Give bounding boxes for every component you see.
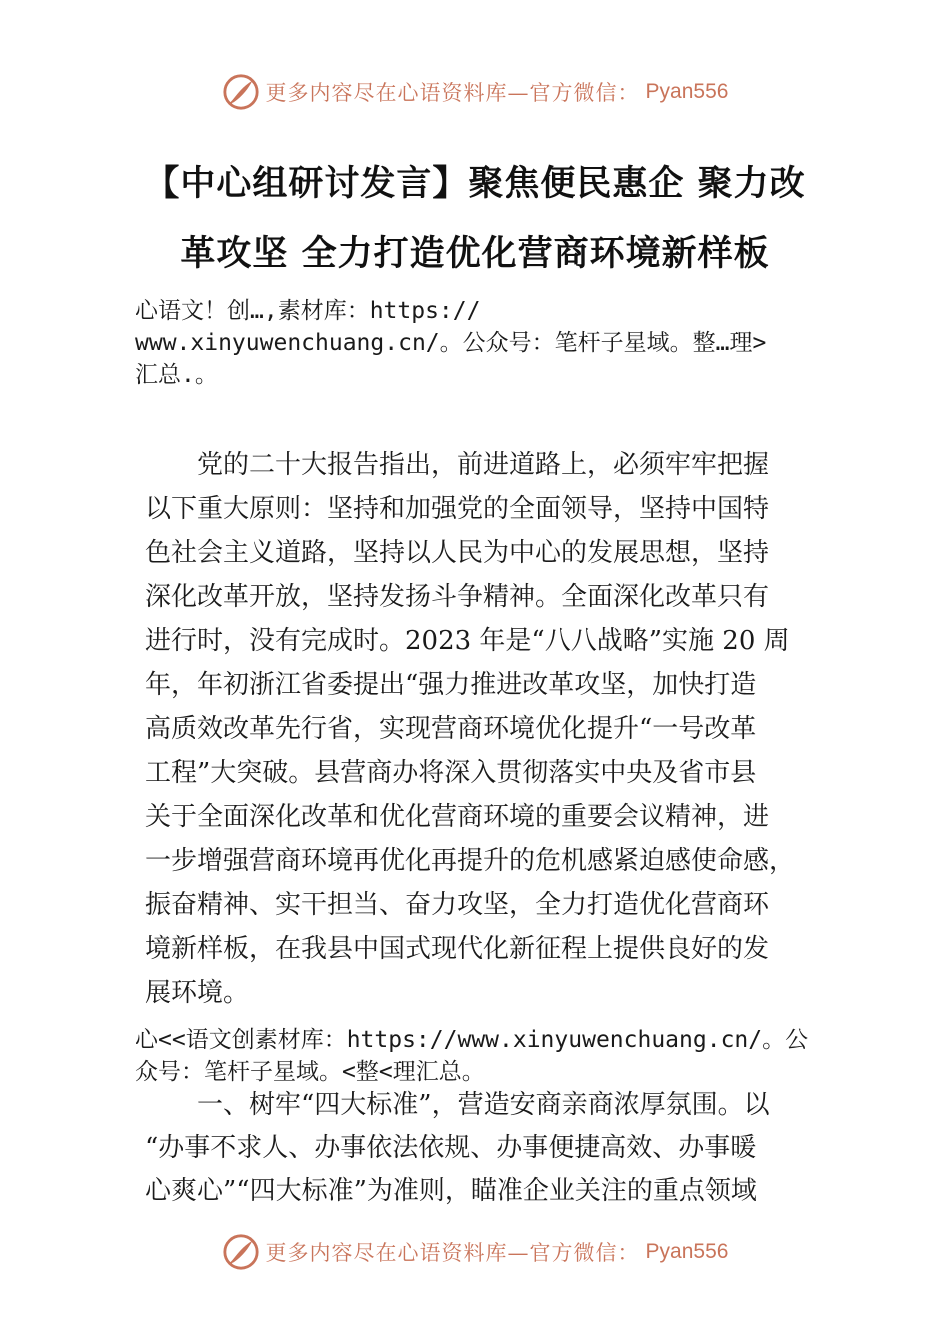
document-title-line-2: 革攻坚 全力打造优化营商环境新样板 [180,234,770,274]
paragraph-line: 心爽心”“四大标准”为准则，瞄准企业关注的重点领域 [145,1176,757,1206]
source-note-line: 众号：笔杆子星域。<整<理汇总。 [135,1059,485,1085]
feather-pen-icon [222,1233,260,1271]
paragraph-line: 一、树牢“四大标准”，营造安商亲商浓厚氛围。以 [145,1090,770,1120]
paragraph-line: “办事不求人、办事依法依规、办事便捷高效、办事暖 [145,1133,757,1163]
source-note-line: 汇总.。 [135,362,218,388]
header-banner [0,70,950,114]
paragraph-line: 进行时，没有完成时。2023 年是“八八战略”实施 20 周 [145,626,790,656]
paragraph-line: 工程”大突破。县营商办将深入贯彻落实中央及省市县 [145,758,757,788]
paragraph-line: 一步增强营商环境再优化再提升的危机感紧迫感使命感， [145,846,796,876]
paragraph-line: 色社会主义道路，坚持以人民为中心的发展思想，坚持 [145,538,770,568]
banner-text: 更多内容尽在心语资料库—官方微信： [265,81,640,105]
source-note-line: 心语文！创…,素材库：https:// [135,298,481,324]
source-note-line: www.xinyuwenchuang.cn/。公众号：笔杆子星域。整…理> [135,330,767,356]
paragraph-line: 深化改革开放，坚持发扬斗争精神。全面深化改革只有 [145,582,770,612]
paragraph-line: 境新样板，在我县中国式现代化新征程上提供良好的发 [145,934,770,964]
paragraph-line: 展环境。 [145,978,250,1008]
source-note-line: 心<<语文创素材库：https://www.xinyuwenchuang.cn/。公 [135,1027,809,1053]
paragraph-line: 高质效改革先行省，实现营商环境优化提升“一号改革 [145,714,757,744]
footer-banner [0,1230,950,1274]
banner-wechat-id: Pyan556 [645,80,729,103]
paragraph-line: 关于全面深化改革和优化营商环境的重要会议精神，进 [145,802,770,832]
feather-pen-icon [222,73,260,111]
paragraph-line: 以下重大原则：坚持和加强党的全面领导，坚持中国特 [145,494,770,524]
paragraph-line: 振奋精神、实干担当、奋力攻坚，全力打造优化营商环 [145,890,770,920]
paragraph-line: 年，年初浙江省委提出“强力推进改革攻坚，加快打造 [145,670,757,700]
banner-wechat-id: Pyan556 [645,1240,729,1263]
banner-text: 更多内容尽在心语资料库—官方微信： [265,1241,640,1265]
paragraph-line: 党的二十大报告指出，前进道路上，必须牢牢把握 [145,450,770,480]
document-title-line-1: 【中心组研讨发言】聚焦便民惠企 聚力改 [144,164,806,204]
